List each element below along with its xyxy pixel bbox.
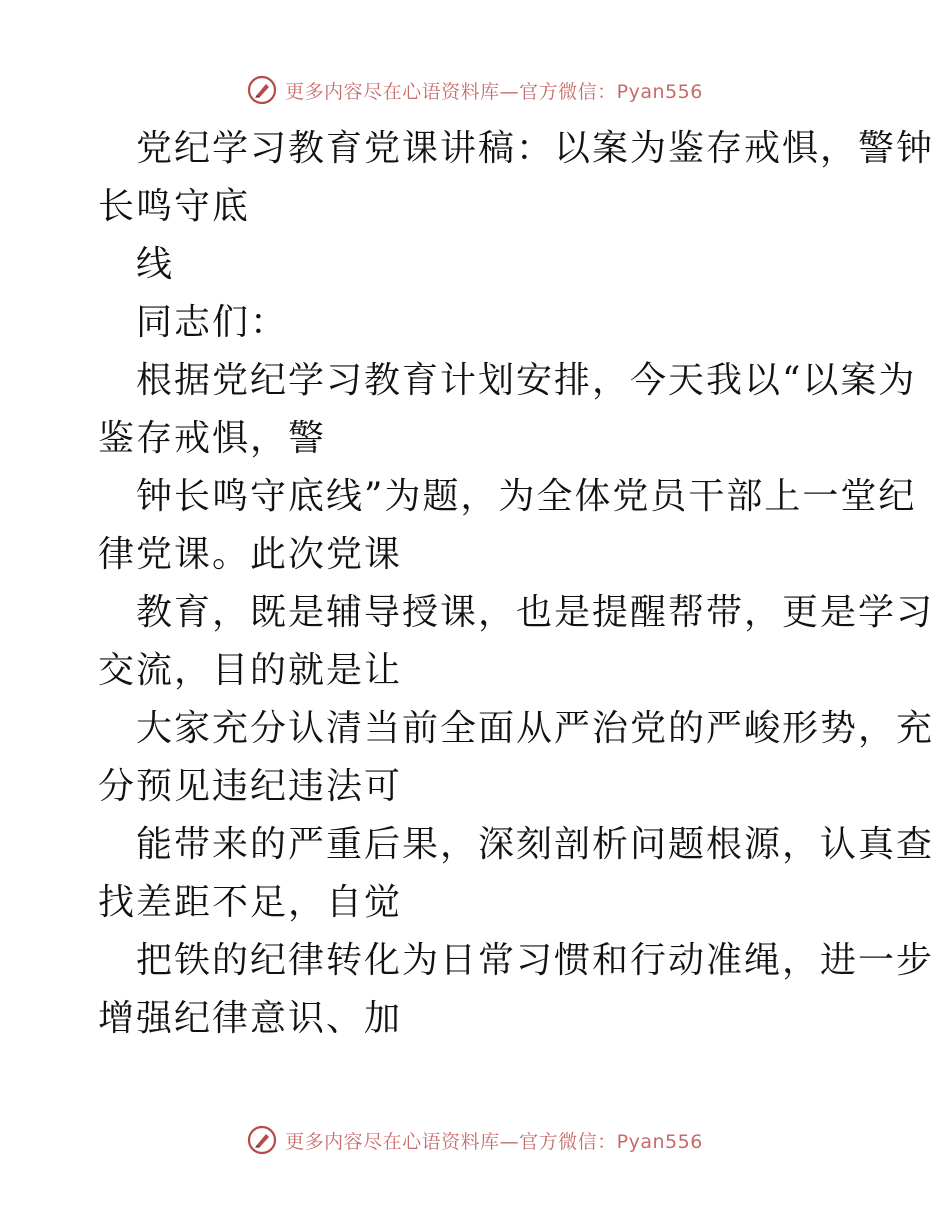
salutation: 同志们：	[136, 302, 289, 343]
paragraph-line: 把铁的纪律转化为日常习惯和行动准绳，进一步	[136, 940, 935, 981]
watermark-text: 更多内容尽在心语资料库—官方微信：Pyan556	[285, 80, 703, 103]
header-watermark	[0, 72, 950, 108]
paragraph-line: 交流，目的就是让	[98, 650, 403, 691]
paragraph-line: 根据党纪学习教育计划安排，今天我以“以案为	[136, 360, 917, 401]
paragraph-line: 律党课。此次党课	[98, 534, 403, 575]
paragraph-line: 找差距不足，自觉	[98, 882, 403, 923]
paragraph-line: 教育，既是辅导授课，也是提醒帮带，更是学习	[136, 592, 935, 633]
title-line-3: 线	[136, 244, 175, 285]
paragraph-line: 钟长鸣守底线”为题，为全体党员干部上一堂纪	[136, 476, 917, 517]
title-line-1: 党纪学习教育党课讲稿：以案为鉴存戒惧，警钟	[136, 128, 935, 169]
paragraph-line: 分预见违纪违法可	[98, 766, 403, 807]
watermark-text: 更多内容尽在心语资料库—官方微信：Pyan556	[285, 1130, 703, 1153]
pen-nib-icon	[247, 1125, 277, 1155]
paragraph-line: 能带来的严重后果，深刻剖析问题根源，认真查	[136, 824, 935, 865]
paragraph-line: 大家充分认清当前全面从严治党的严峻形势，充	[136, 708, 935, 749]
document-body	[98, 120, 935, 1048]
paragraph-line: 增强纪律意识、加	[98, 998, 403, 1039]
pen-nib-icon	[247, 75, 277, 105]
footer-watermark	[0, 1122, 950, 1158]
title-line-2: 长鸣守底	[98, 186, 251, 227]
paragraph-line: 鉴存戒惧，警	[98, 418, 327, 459]
